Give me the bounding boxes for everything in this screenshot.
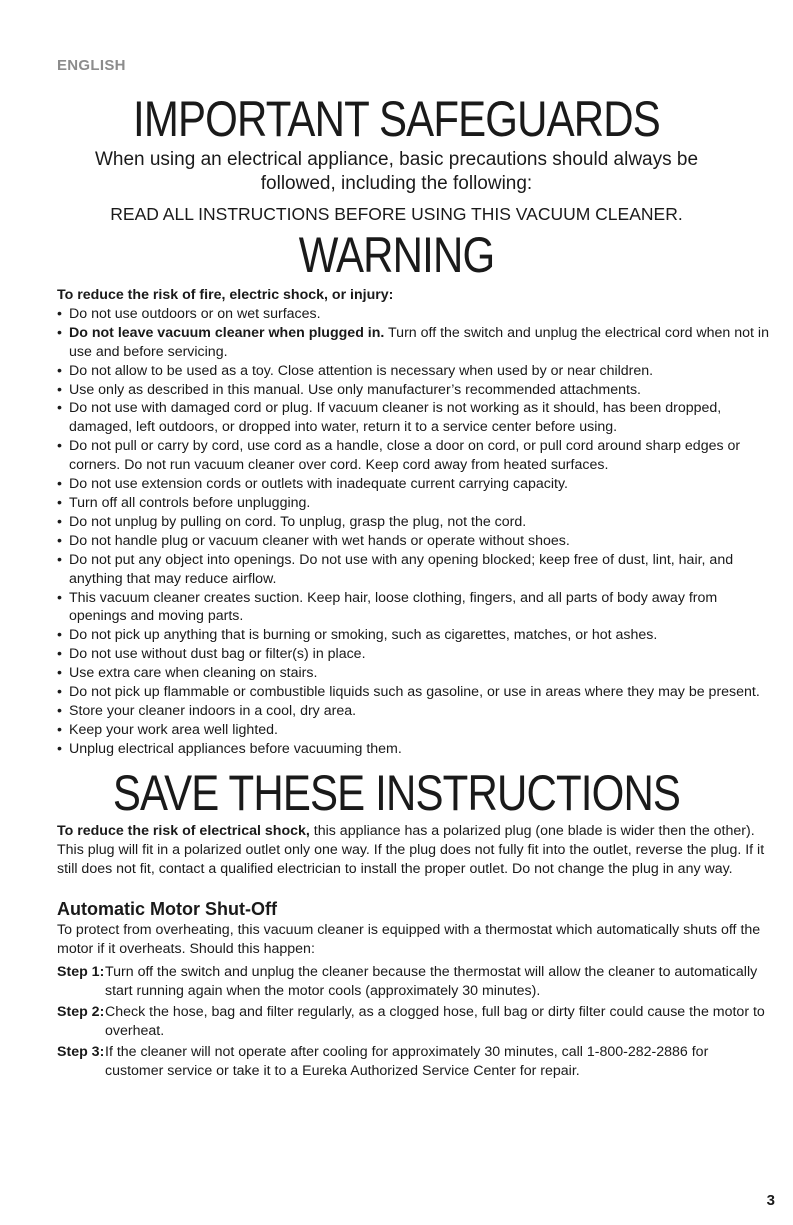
warning-item-text: Store your cleaner indoors in a cool, dry area. [69,702,357,719]
read-all-instructions: READ ALL INSTRUCTIONS BEFORE USING THIS VACUUM CLEANER. [110,204,683,224]
warning-item [57,475,770,494]
warning-item [57,645,770,664]
warning-item-text: Do not put any object into openings. Do not use with any opening blocked; keep free of dust, lint, hair, and anything that may reduce airflow. [69,551,734,587]
warning-section [57,286,770,759]
warning-item-text: Do not use extension cords or outlets with inadequate current carrying capacity. [69,476,568,493]
polarized-plug-text: this appliance has a polarized plug (one blade is wider then the other). This plug will fit in a polarized outlet only one way. If the plug does not fully fit into the outlet, reverse the plug. If it still does not fit, contact a qualified electrician to install the proper outlet. Do not change the plug in any way. [57,823,765,877]
warning-item [57,589,770,627]
warning-list [57,305,770,759]
polarized-plug-section [57,822,770,879]
warning-item-text: Use extra care when cleaning on stairs. [69,665,318,682]
warning-item-text: Do not pick up anything that is burning or smoking, such as cigarettes, matches, or hot ashes. [69,627,658,644]
step-text: Check the hose, bag and filter regularly, as a clogged hose, full bag or dirty filter could cause the motor to overheat. [105,1003,765,1039]
intro-text: When using an electrical appliance, basic precautions should always be followed, including the following: [94,149,699,194]
motor-shutoff-steps [57,963,770,1082]
warning-item [57,513,770,532]
motor-step [57,1003,770,1041]
warning-item-text: Do not unplug by pulling on cord. To unplug, grasp the plug, not the cord. [69,513,527,530]
step-text: If the cleaner will not operate after cooling for approximately 30 minutes, call 1-800-282-2886 for customer service or take it to a Eureka Authorized Service Center for repair. [105,1043,709,1079]
warning-item [57,740,770,759]
warning-item [57,437,770,475]
warning-item-text: This vacuum cleaner creates suction. Keep hair, loose clothing, fingers, and all parts of body away from openings and moving parts. [69,589,718,625]
warning-item [57,324,770,362]
warning-item-text: Do not pull or carry by cord, use cord as a handle, close a door on cord, or pull cord around sharp edges or corners. Do not run vacuum cleaner over cord. Keep cord away from heated surfaces. [69,438,741,474]
warning-item-text: Keep your work area well lighted. [69,721,278,738]
step-text: Turn off the switch and unplug the cleaner because the thermostat will allow the cleaner to automatically start running again when the motor cools (approximately 30 minutes). [105,964,758,999]
warning-item [57,494,770,513]
warning-item [57,626,770,645]
motor-step [57,1043,770,1081]
warning-item [57,381,770,400]
warning-item [57,362,770,381]
page-number: 3 [766,1192,775,1209]
warning-item [57,305,770,324]
warning-item-text: Do not handle plug or vacuum cleaner with wet hands or operate without shoes. [69,532,570,549]
step-label: Step 2: [57,1003,105,1020]
page-title: IMPORTANT SAFEGUARDS [133,91,660,147]
warning-item [57,683,770,702]
warning-item-text: Do not use with damaged cord or plug. If vacuum cleaner is not working as it should, has been dropped, damaged, left outdoors, or dropped into water, return it to a service center before using. [69,400,722,436]
warning-item-text: Do not use without dust bag or filter(s) in place. [69,646,366,663]
warning-item-text: Do not use outdoors or on wet surfaces. [69,305,321,322]
warning-item-text: Turn off the switch and unplug the electrical cord when not in use and before servicing. [69,324,769,360]
polarized-plug-paragraph [57,822,770,879]
warning-item [57,399,770,437]
warning-item-text: Use only as described in this manual. Use only manufacturer’s recommended attachments. [69,381,641,398]
warning-item [57,551,770,589]
warning-lead: To reduce the risk of fire, electric shock, or injury: [57,287,394,303]
save-instructions-heading: SAVE THESE INSTRUCTIONS [112,765,681,821]
warning-item [57,721,770,740]
warning-item-text: Do not allow to be used as a toy. Close attention is necessary when used by or near children. [69,362,654,379]
language-label: ENGLISH [57,57,126,74]
warning-item [57,702,770,721]
step-label: Step 3: [57,1043,105,1060]
motor-step [57,963,770,1001]
motor-shutoff-heading: Automatic Motor Shut-Off [57,899,277,919]
warning-item-text: Turn off all controls before unplugging. [69,494,311,511]
warning-item [57,664,770,683]
warning-item-text: Unplug electrical appliances before vacuuming them. [69,740,402,757]
step-label: Step 1: [57,964,105,980]
warning-heading: WARNING [298,227,495,283]
warning-item-text: Do not pick up flammable or combustible liquids such as gasoline, or use in areas where they may be present. [69,684,760,701]
motor-shutoff-intro: To protect from overheating, this vacuum cleaner is equipped with a thermostat which automatically shuts off the motor if it overheats. Should this happen: [57,922,761,957]
polarized-plug-bold: To reduce the risk of electrical shock, [57,823,310,839]
warning-item-bold: Do not leave vacuum cleaner when plugged in. [69,324,385,341]
warning-item [57,532,770,551]
